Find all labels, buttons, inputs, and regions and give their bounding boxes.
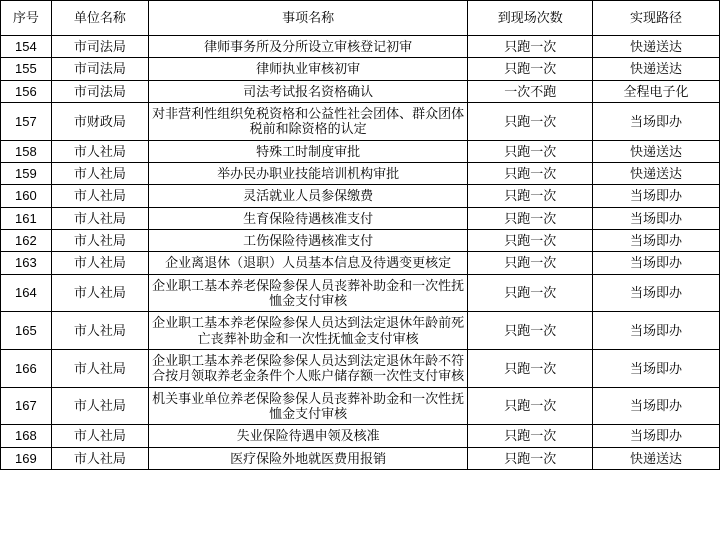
row-times: 只跑一次 [468,229,593,251]
row-seq: 166 [1,349,52,387]
row-seq: 156 [1,80,52,102]
row-path: 全程电子化 [593,80,720,102]
row-seq: 161 [1,207,52,229]
row-path: 当场即办 [593,252,720,274]
row-seq: 154 [1,36,52,58]
row-path: 快递送达 [593,162,720,184]
row-times: 只跑一次 [468,58,593,80]
row-path: 快递送达 [593,36,720,58]
table-row [1,252,720,274]
row-seq: 157 [1,102,52,140]
column-header-path: 实现路径 [593,1,720,36]
row-dept: 市人社局 [51,140,148,162]
row-item: 举办民办职业技能培训机构审批 [149,162,468,184]
row-dept: 市人社局 [51,229,148,251]
row-times: 只跑一次 [468,349,593,387]
row-times: 只跑一次 [468,140,593,162]
row-item: 对非营利性组织免税资格和公益性社会团体、群众团体税前和除资格的认定 [149,102,468,140]
row-path: 当场即办 [593,274,720,312]
row-item: 特殊工时制度审批 [149,140,468,162]
row-dept: 市人社局 [51,387,148,425]
row-seq: 158 [1,140,52,162]
row-dept: 市人社局 [51,274,148,312]
row-dept: 市人社局 [51,349,148,387]
table-row [1,425,720,447]
row-path: 当场即办 [593,229,720,251]
row-item: 企业职工基本养老保险参保人员丧葬补助金和一次性抚恤金支付审核 [149,274,468,312]
table-row [1,312,720,350]
table-row [1,58,720,80]
row-path: 快递送达 [593,58,720,80]
column-header-times: 到现场次数 [468,1,593,36]
row-path: 当场即办 [593,312,720,350]
row-dept: 市人社局 [51,185,148,207]
table-row [1,229,720,251]
row-times: 一次不跑 [468,80,593,102]
row-seq: 155 [1,58,52,80]
row-times: 只跑一次 [468,312,593,350]
row-dept: 市司法局 [51,80,148,102]
table-row [1,447,720,469]
row-item: 司法考试报名资格确认 [149,80,468,102]
row-item: 失业保险待遇申领及核准 [149,425,468,447]
row-seq: 164 [1,274,52,312]
row-item: 医疗保险外地就医费用报销 [149,447,468,469]
row-item: 律师事务所及分所设立审核登记初审 [149,36,468,58]
row-times: 只跑一次 [468,162,593,184]
row-dept: 市人社局 [51,252,148,274]
row-item: 机关事业单位养老保险参保人员丧葬补助金和一次性抚恤金支付审核 [149,387,468,425]
row-dept: 市人社局 [51,425,148,447]
row-times: 只跑一次 [468,252,593,274]
row-dept: 市财政局 [51,102,148,140]
column-header-item: 事项名称 [149,1,468,36]
table-header-row [1,1,720,36]
column-header-seq: 序号 [1,1,52,36]
row-times: 只跑一次 [468,185,593,207]
row-seq: 163 [1,252,52,274]
row-path: 快递送达 [593,447,720,469]
table-row [1,162,720,184]
table-row [1,140,720,162]
row-seq: 162 [1,229,52,251]
table-row [1,207,720,229]
table-header [1,1,720,36]
row-path: 快递送达 [593,140,720,162]
row-dept: 市人社局 [51,447,148,469]
table-row [1,36,720,58]
row-dept: 市司法局 [51,58,148,80]
row-dept: 市人社局 [51,162,148,184]
row-seq: 167 [1,387,52,425]
row-item: 律师执业审核初审 [149,58,468,80]
row-seq: 169 [1,447,52,469]
row-path: 当场即办 [593,425,720,447]
row-dept: 市人社局 [51,312,148,350]
row-times: 只跑一次 [468,447,593,469]
row-times: 只跑一次 [468,387,593,425]
row-path: 当场即办 [593,387,720,425]
table-row [1,80,720,102]
row-path: 当场即办 [593,102,720,140]
column-header-dept: 单位名称 [51,1,148,36]
table-body [1,36,720,470]
row-dept: 市司法局 [51,36,148,58]
table-row [1,349,720,387]
row-seq: 168 [1,425,52,447]
row-seq: 165 [1,312,52,350]
row-times: 只跑一次 [468,274,593,312]
row-times: 只跑一次 [468,425,593,447]
row-item: 灵活就业人员参保缴费 [149,185,468,207]
row-item: 工伤保险待遇核准支付 [149,229,468,251]
row-item: 企业职工基本养老保险参保人员达到法定退休年龄前死亡丧葬补助金和一次性抚恤金支付审核 [149,312,468,350]
table-row [1,102,720,140]
row-dept: 市人社局 [51,207,148,229]
row-times: 只跑一次 [468,102,593,140]
row-path: 当场即办 [593,349,720,387]
row-item: 企业离退休（退职）人员基本信息及待遇变更核定 [149,252,468,274]
row-times: 只跑一次 [468,36,593,58]
table-row [1,185,720,207]
row-seq: 159 [1,162,52,184]
row-path: 当场即办 [593,185,720,207]
table-row [1,387,720,425]
row-path: 当场即办 [593,207,720,229]
table-row [1,274,720,312]
row-item: 企业职工基本养老保险参保人员达到法定退休年龄不符合按月领取养老金条件个人账户储存额一次性支付审核 [149,349,468,387]
row-times: 只跑一次 [468,207,593,229]
row-seq: 160 [1,185,52,207]
row-item: 生育保险待遇核准支付 [149,207,468,229]
